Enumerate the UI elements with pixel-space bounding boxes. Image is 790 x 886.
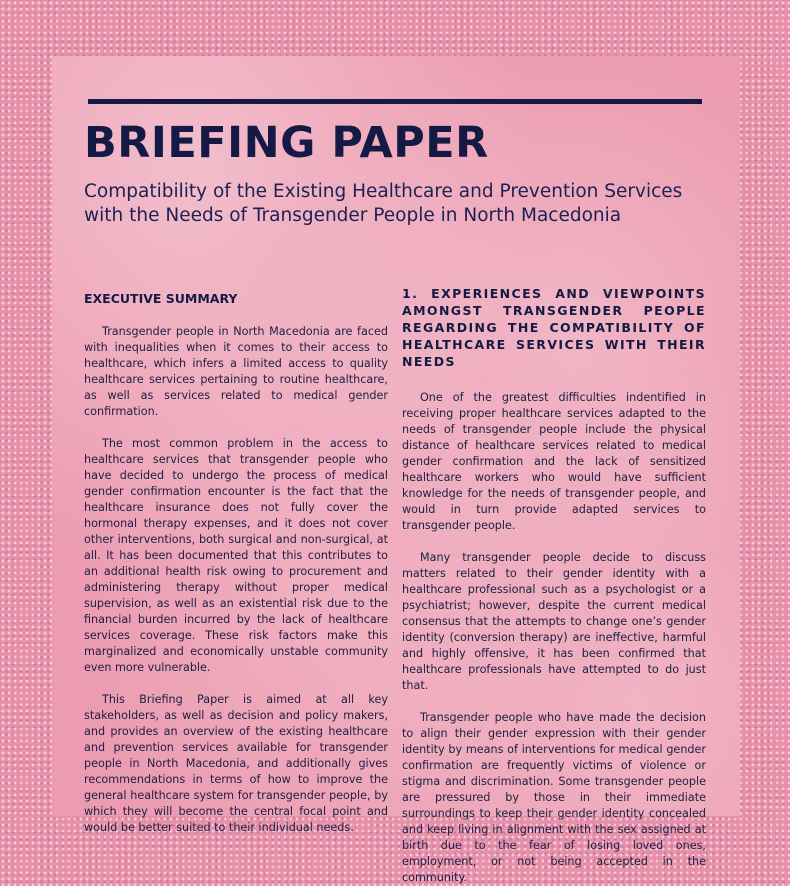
section-paragraph: Transgender people who have made the decision to align their gender expression with their gender identity by means of interventions for medical gender confirmation are frequently victims of violence or stigma and discrimination. Some transgender people are pressured by those in their immediate surroundings to keep their gender identity concealed and keep living in alignment with the sex assigned at birth due to the fear of losing loved ones, employment, or not being accepted in the community.	[402, 711, 706, 884]
section-paragraph: One of the greatest difficulties indentified in receiving proper healthcare services adapted to the needs of transgender people include the physical distance of healthcare services related to medical gender confirmation and the lack of sensitized healthcare workers who would have sufficient knowledge for the needs of transgender people, and would in turn provide adapted services to transgender people.	[402, 391, 706, 532]
document-subtitle: Compatibility of the Existing Healthcare and Prevention Services with the Needs of Transgender People in North Macedonia	[84, 181, 683, 226]
left-column	[84, 290, 388, 836]
right-column	[402, 285, 706, 886]
executive-summary-heading: EXECUTIVE SUMMARY	[84, 291, 238, 306]
title-rule	[88, 99, 702, 104]
section-paragraph: Many transgender people decide to discuss matters related to their gender identity with a healthcare professional such as a psychologist or a psychiatrist; however, despite the current medical consensus that the attempts to change one’s gender identity (conversion therapy) are ineffective, harmful and highly offensive, it has been confirmed that healthcare professionals have attempted to do just that.	[402, 551, 706, 692]
summary-paragraph: Transgender people in North Macedonia are faced with inequalities when it comes to their access to healthcare, which infers a limited access to quality healthcare services pertaining to routine healthcare, as well as services related to medical gender confirmation.	[84, 325, 388, 418]
summary-paragraph: This Briefing Paper is aimed at all key stakeholders, as well as decision and policy makers, and provides an overview of the existing healthcare and prevention services available for transgender people in North Macedonia, and additionally gives recommendations in terms of how to improve the general healthcare system for transgender people, by which they will become the central focal point and would be better suited to their individual needs.	[84, 693, 388, 834]
section-1-heading: 1. EXPERIENCES AND VIEWPOINTS AMONGST TRANSGENDER PEOPLE REGARDING THE COMPATIBILITY OF HEALTHCARE SERVICES WITH THEIR NEEDS	[402, 286, 706, 369]
document-title: BRIEFING PAPER	[84, 118, 489, 168]
summary-paragraph: The most common problem in the access to healthcare services that transgender people who have decided to undergo the process of medical gender confirmation encounter is the fact that the healthcare insurance does not fully cover the hormonal therapy expenses, and it does not cover other interventions, both surgical and non-surgical, at all. It has been documented that this contributes to an additional health risk owing to procurement and administering therapy without proper medical supervision, as well as an existential risk due to the financial burden incurred by the lack of healthcare services coverage. These risk factors make this marginalized and economically unstable community even more vulnerable.	[84, 437, 388, 674]
